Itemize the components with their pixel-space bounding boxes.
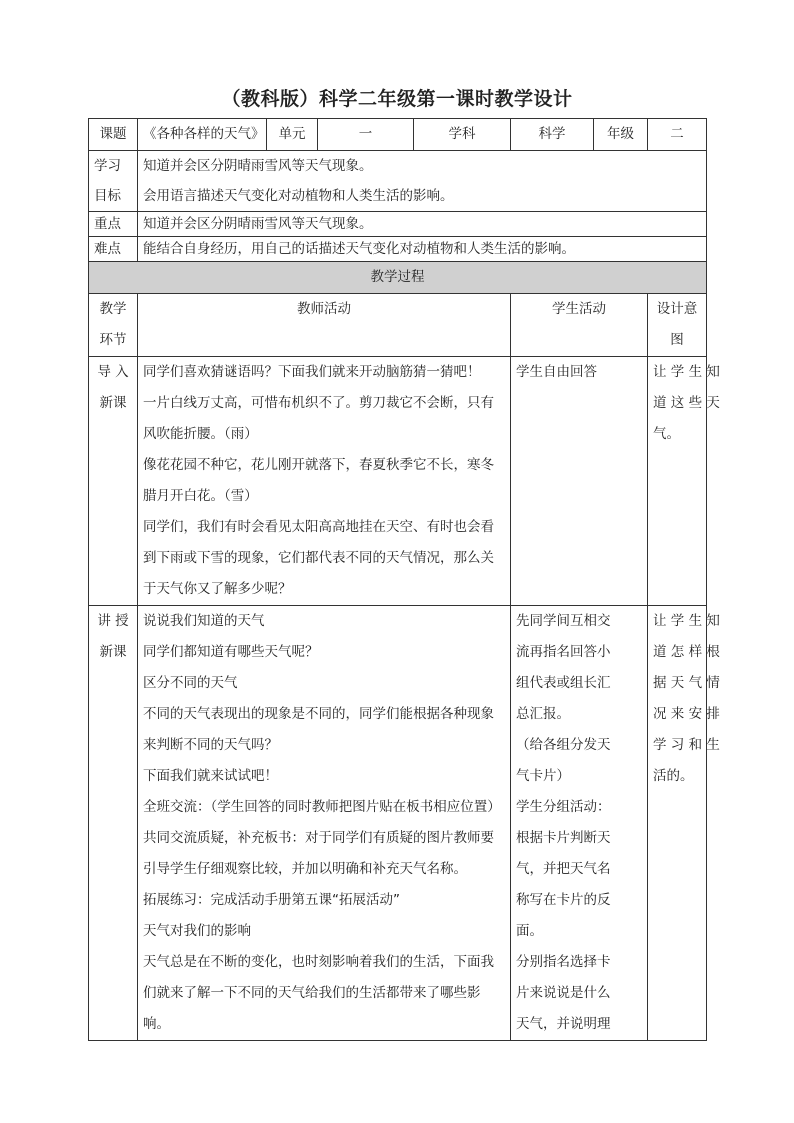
key-point-row	[89, 212, 707, 237]
unit-label: 单元	[267, 119, 318, 151]
column-header-row	[89, 294, 707, 357]
subject-value: 科学	[511, 119, 594, 151]
stage-header: 教学 环节	[89, 294, 138, 357]
objectives-row	[89, 151, 707, 212]
objective-line: 会用语言描述天气变化对动植物和人类生活的影响。	[143, 188, 454, 204]
lesson-row-teaching	[89, 606, 707, 1041]
design-header: 设计意图	[648, 294, 707, 357]
objectives-label: 学习 目标	[89, 151, 138, 212]
teacher-header: 教师活动	[138, 294, 511, 357]
student-activity: 先同学间互相交 流再指名回答小 组代表或组长汇 总汇报。 （给各组分发天 气卡片） 学生分组活动： 根据卡片判断天 气，并把天气名 称写在卡片的反 面。 分别指名选择卡 片来说说是什么 天气，并说明理	[511, 606, 648, 1041]
difficulty-label: 难点	[89, 237, 138, 262]
topic-label: 课题	[89, 119, 138, 151]
objective-line: 知道并会区分阴晴雨雪风等天气现象。	[143, 158, 373, 174]
stage-cell: 讲 授 新课	[89, 606, 138, 1041]
key-point-text: 知道并会区分阴晴雨雪风等天气现象。	[138, 212, 707, 237]
design-intent: 让 学 生 知 道 这 些 天 气。	[648, 357, 707, 606]
key-point-label: 重点	[89, 212, 138, 237]
teacher-activity: 同学们喜欢猜谜语吗？下面我们就来开动脑筋猜一猜吧！ 一片白线万丈高，可惜布机织不了。剪刀裁它不会断，只有 风吹能折腰。（雨） 像花花园不种它，花儿刚开就落下，春夏秋季它不长，寒冬 腊月开白花。（雪） 同学们，我们有时会看见太阳高高地挂在天空、有时也会看 到下雨或下雪的现象，它们都代表不同的天气情况，那么关 于天气你又了解多少呢？	[138, 357, 511, 606]
teacher-activity: 说说我们知道的天气 同学们都知道有哪些天气呢？ 区分不同的天气 不同的天气表现出的现象是不同的，同学们能根据各种现象 来判断不同的天气吗？ 下面我们就来试试吧！ 全班交流：（学生回答的同时教师把图片贴在板书相应位置） 共同交流质疑，补充板书：对于同学们有质疑的图片教师要 引导学生仔细观察比较，并加以明确和补充天气名称。 拓展练习：完成活动手册第五课“拓展活动” 天气对我们的影响 天气总是在不断的变化，也时刻影响着我们的生活，下面我 们就来了解一下不同的天气给我们的生活都带来了哪些影 响。	[138, 606, 511, 1041]
unit-value: 一	[318, 119, 414, 151]
subject-label: 学科	[414, 119, 511, 151]
difficulty-row	[89, 237, 707, 262]
difficulty-text: 能结合自身经历，用自己的话描述天气变化对动植物和人类生活的影响。	[138, 237, 707, 262]
student-header: 学生活动	[511, 294, 648, 357]
header-row	[89, 119, 707, 151]
page-title: （教科版）科学二年级第一课时教学设计	[221, 88, 573, 110]
design-intent: 让 学 生 知 道 怎 样 根 据 天 气 情 况 来 安 排 学 习 和 生 活的。	[648, 606, 707, 1041]
process-title-row	[89, 262, 707, 294]
lesson-plan-table	[88, 118, 720, 1041]
process-title: 教学过程	[89, 262, 707, 294]
lesson-row-intro	[89, 357, 707, 606]
objectives-content	[138, 151, 707, 212]
student-activity: 学生自由回答	[511, 357, 648, 606]
grade-value: 二	[648, 119, 707, 151]
grade-label: 年级	[594, 119, 648, 151]
stage-cell: 导 入 新课	[89, 357, 138, 606]
topic-value: 《各种各样的天气》	[138, 119, 267, 151]
